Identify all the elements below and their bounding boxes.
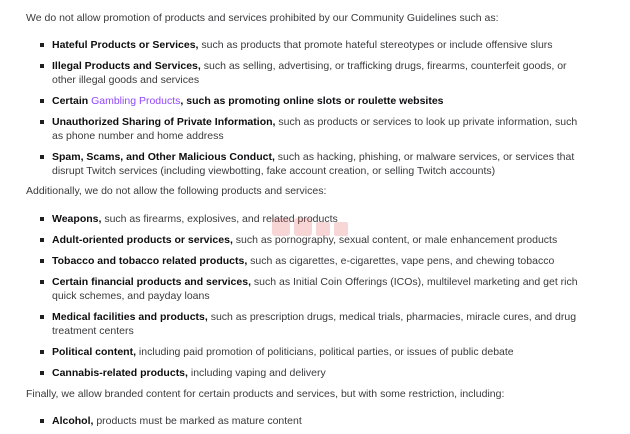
item-desc: such as hacking, phishing, or malware services, or services that disrupt Twitch services (including viewbotting, fake account creation, or selling Twitch accounts) xyxy=(52,151,575,177)
item-term: Political content, xyxy=(52,346,137,358)
item-desc: such as products or services to look up private information, such as phone number and home address xyxy=(52,116,578,142)
list-item-cannabis xyxy=(40,366,580,380)
intro-prohibited: We do not allow promotion of products and services prohibited by our Community Guidelines such as: xyxy=(26,12,499,24)
list-item-medical xyxy=(40,310,580,338)
item-desc: , such as promoting online slots or roulette websites xyxy=(180,95,444,107)
prohibited-list xyxy=(40,38,580,185)
item-desc: such as pornography, sexual content, or male enhancement products xyxy=(232,234,558,246)
item-desc: such as Initial Coin Offerings (ICOs), multilevel marketing and get rich quick schemes, and payday loans xyxy=(52,276,578,302)
list-item-illegal xyxy=(40,59,580,87)
item-desc: including vaping and delivery xyxy=(187,367,326,379)
item-desc: including paid promotion of politicians, political parties, or issues of public debate xyxy=(136,346,514,358)
item-term: Certain xyxy=(52,95,92,107)
item-term: Medical facilities and products, xyxy=(52,311,208,323)
watermark-logo-icon xyxy=(268,212,364,242)
restricted-list xyxy=(40,414,580,434)
item-term: Hateful Products or Services, xyxy=(52,39,199,51)
item-term: Unauthorized Sharing of Private Information, xyxy=(52,116,276,128)
item-term: Weapons, xyxy=(52,213,102,225)
item-desc: such as products that promote hateful stereotypes or include offensive slurs xyxy=(198,39,553,51)
item-term: Certain financial products and services, xyxy=(52,276,251,288)
item-desc: such as selling, advertising, or trafficking drugs, firearms, counterfeit goods, or other illegal goods and services xyxy=(52,60,567,86)
item-desc: such as prescription drugs, medical trials, pharmacies, miracle cures, and drug treatment centers xyxy=(52,311,577,337)
intro-additional: Additionally, we do not allow the following products and services: xyxy=(26,185,327,197)
list-item-financial xyxy=(40,275,580,303)
item-desc: such as cigarettes, e-cigarettes, vape pens, and chewing tobacco xyxy=(247,255,555,267)
list-item-hateful xyxy=(40,38,580,52)
list-item-spam xyxy=(40,150,580,178)
item-term: Adult-oriented products or services, xyxy=(52,234,233,246)
item-term: Alcohol, xyxy=(52,415,94,427)
item-term: Tobacco and tobacco related products, xyxy=(52,255,248,267)
gambling-products-link[interactable]: Gambling Products xyxy=(91,95,181,107)
list-item-gambling xyxy=(40,94,580,108)
list-item-political xyxy=(40,345,580,359)
item-term: Illegal Products and Services, xyxy=(52,60,201,72)
intro-restricted: Finally, we allow branded content for certain products and services, but with some restriction, including: xyxy=(26,388,505,400)
item-term: Cannabis-related products, xyxy=(52,367,188,379)
item-term: Spam, Scams, and Other Malicious Conduct, xyxy=(52,151,275,163)
list-item-tobacco xyxy=(40,254,580,268)
item-desc: products must be marked as mature content xyxy=(93,415,302,427)
list-item-alcohol xyxy=(40,414,580,428)
list-item-private-info xyxy=(40,115,580,143)
item-desc: such as firearms, explosives, and related products xyxy=(101,213,338,225)
